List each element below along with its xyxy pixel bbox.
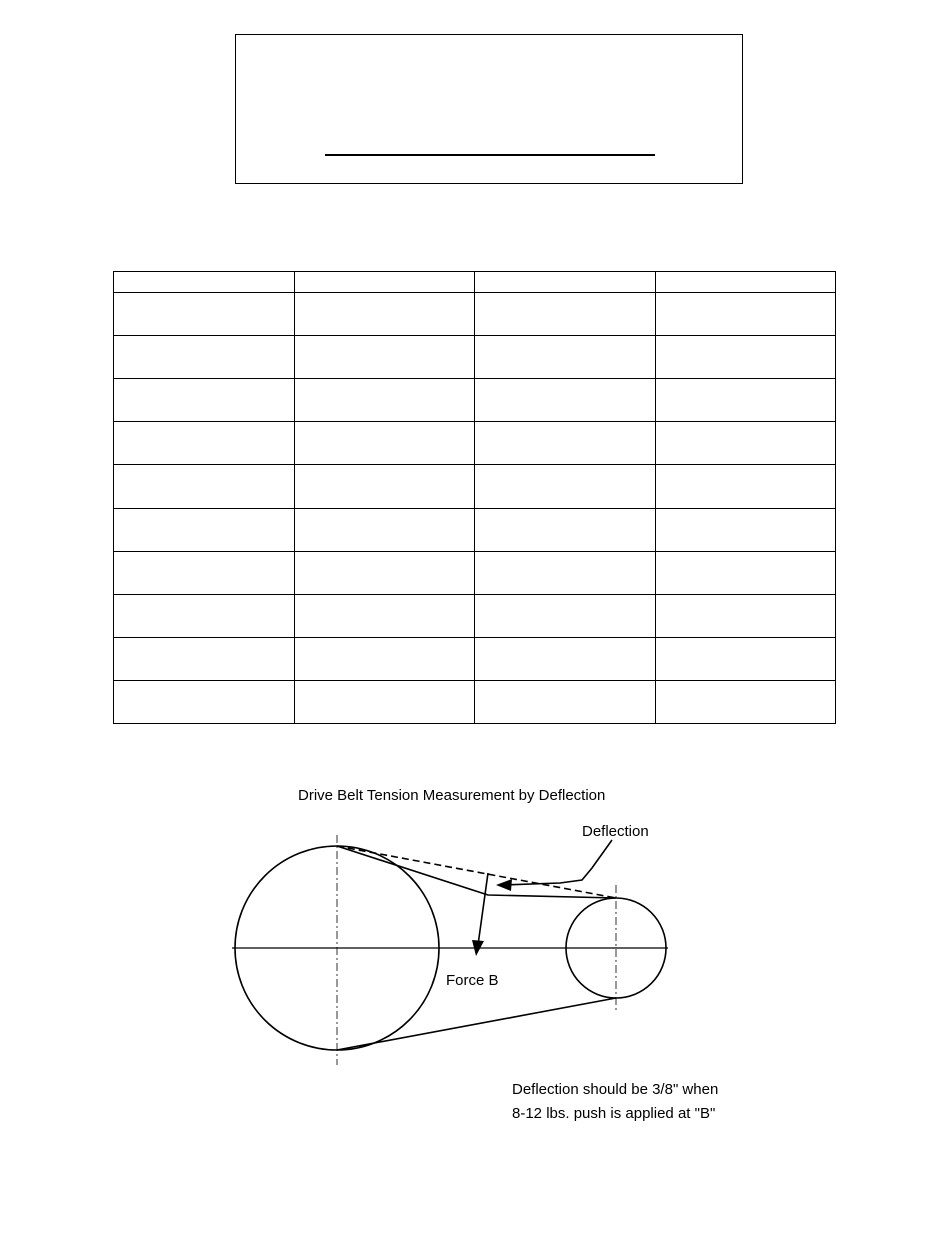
header-cell <box>475 272 656 293</box>
force-label: Force B <box>446 972 499 989</box>
table-cell <box>294 422 475 465</box>
maintenance-table <box>113 271 836 724</box>
table-cell <box>475 551 656 594</box>
deflection-arrowhead <box>496 879 512 891</box>
table-cell <box>114 379 295 422</box>
table-cell <box>294 551 475 594</box>
note-line-2: 8-12 lbs. push is applied at "B" <box>512 1105 716 1122</box>
table-row <box>114 336 836 379</box>
table-cell <box>655 336 836 379</box>
belt-diagram-svg <box>220 780 740 1150</box>
table-header-row <box>114 272 836 293</box>
belt-tension-diagram <box>220 780 740 1150</box>
table-cell <box>294 508 475 551</box>
table-cell <box>294 680 475 723</box>
header-cell <box>655 272 836 293</box>
untensioned-belt-line <box>337 846 616 898</box>
deflection-label: Deflection <box>582 823 649 840</box>
force-arrow-shaft <box>478 873 488 945</box>
table-cell <box>114 293 295 336</box>
note-line-1: Deflection should be 3/8" when <box>512 1081 719 1098</box>
table-row <box>114 379 836 422</box>
deflection-pointer <box>502 840 612 885</box>
table-cell <box>655 379 836 422</box>
table-row <box>114 422 836 465</box>
header-box <box>235 34 743 184</box>
table-cell <box>655 465 836 508</box>
table-row <box>114 680 836 723</box>
table-cell <box>294 594 475 637</box>
table-cell <box>114 336 295 379</box>
table-cell <box>475 379 656 422</box>
table-cell <box>114 465 295 508</box>
table-cell <box>475 637 656 680</box>
table-cell <box>294 465 475 508</box>
table-cell <box>475 680 656 723</box>
table-cell <box>655 637 836 680</box>
table-cell <box>475 422 656 465</box>
table-row <box>114 508 836 551</box>
table-cell <box>475 508 656 551</box>
table-cell <box>114 637 295 680</box>
table-row <box>114 465 836 508</box>
table-cell <box>294 336 475 379</box>
signature-line <box>325 154 655 156</box>
table-cell <box>655 422 836 465</box>
table-cell <box>475 336 656 379</box>
table-cell <box>655 594 836 637</box>
table-cell <box>475 293 656 336</box>
table-cell <box>655 551 836 594</box>
table-cell <box>114 508 295 551</box>
table-cell <box>655 508 836 551</box>
diagram-title: Drive Belt Tension Measurement by Deflection <box>298 787 606 804</box>
header-cell <box>294 272 475 293</box>
table-cell <box>294 637 475 680</box>
table-cell <box>475 594 656 637</box>
table-cell <box>114 680 295 723</box>
lower-belt-line <box>337 998 616 1050</box>
deflected-belt-line <box>337 846 616 898</box>
table-cell <box>655 293 836 336</box>
table-cell <box>294 293 475 336</box>
table-cell <box>294 379 475 422</box>
table-cell <box>655 680 836 723</box>
table-row <box>114 594 836 637</box>
table-cell <box>475 465 656 508</box>
table-cell <box>114 594 295 637</box>
table-row <box>114 637 836 680</box>
table-cell <box>114 422 295 465</box>
table-row <box>114 293 836 336</box>
header-cell <box>114 272 295 293</box>
table-cell <box>114 551 295 594</box>
table-row <box>114 551 836 594</box>
